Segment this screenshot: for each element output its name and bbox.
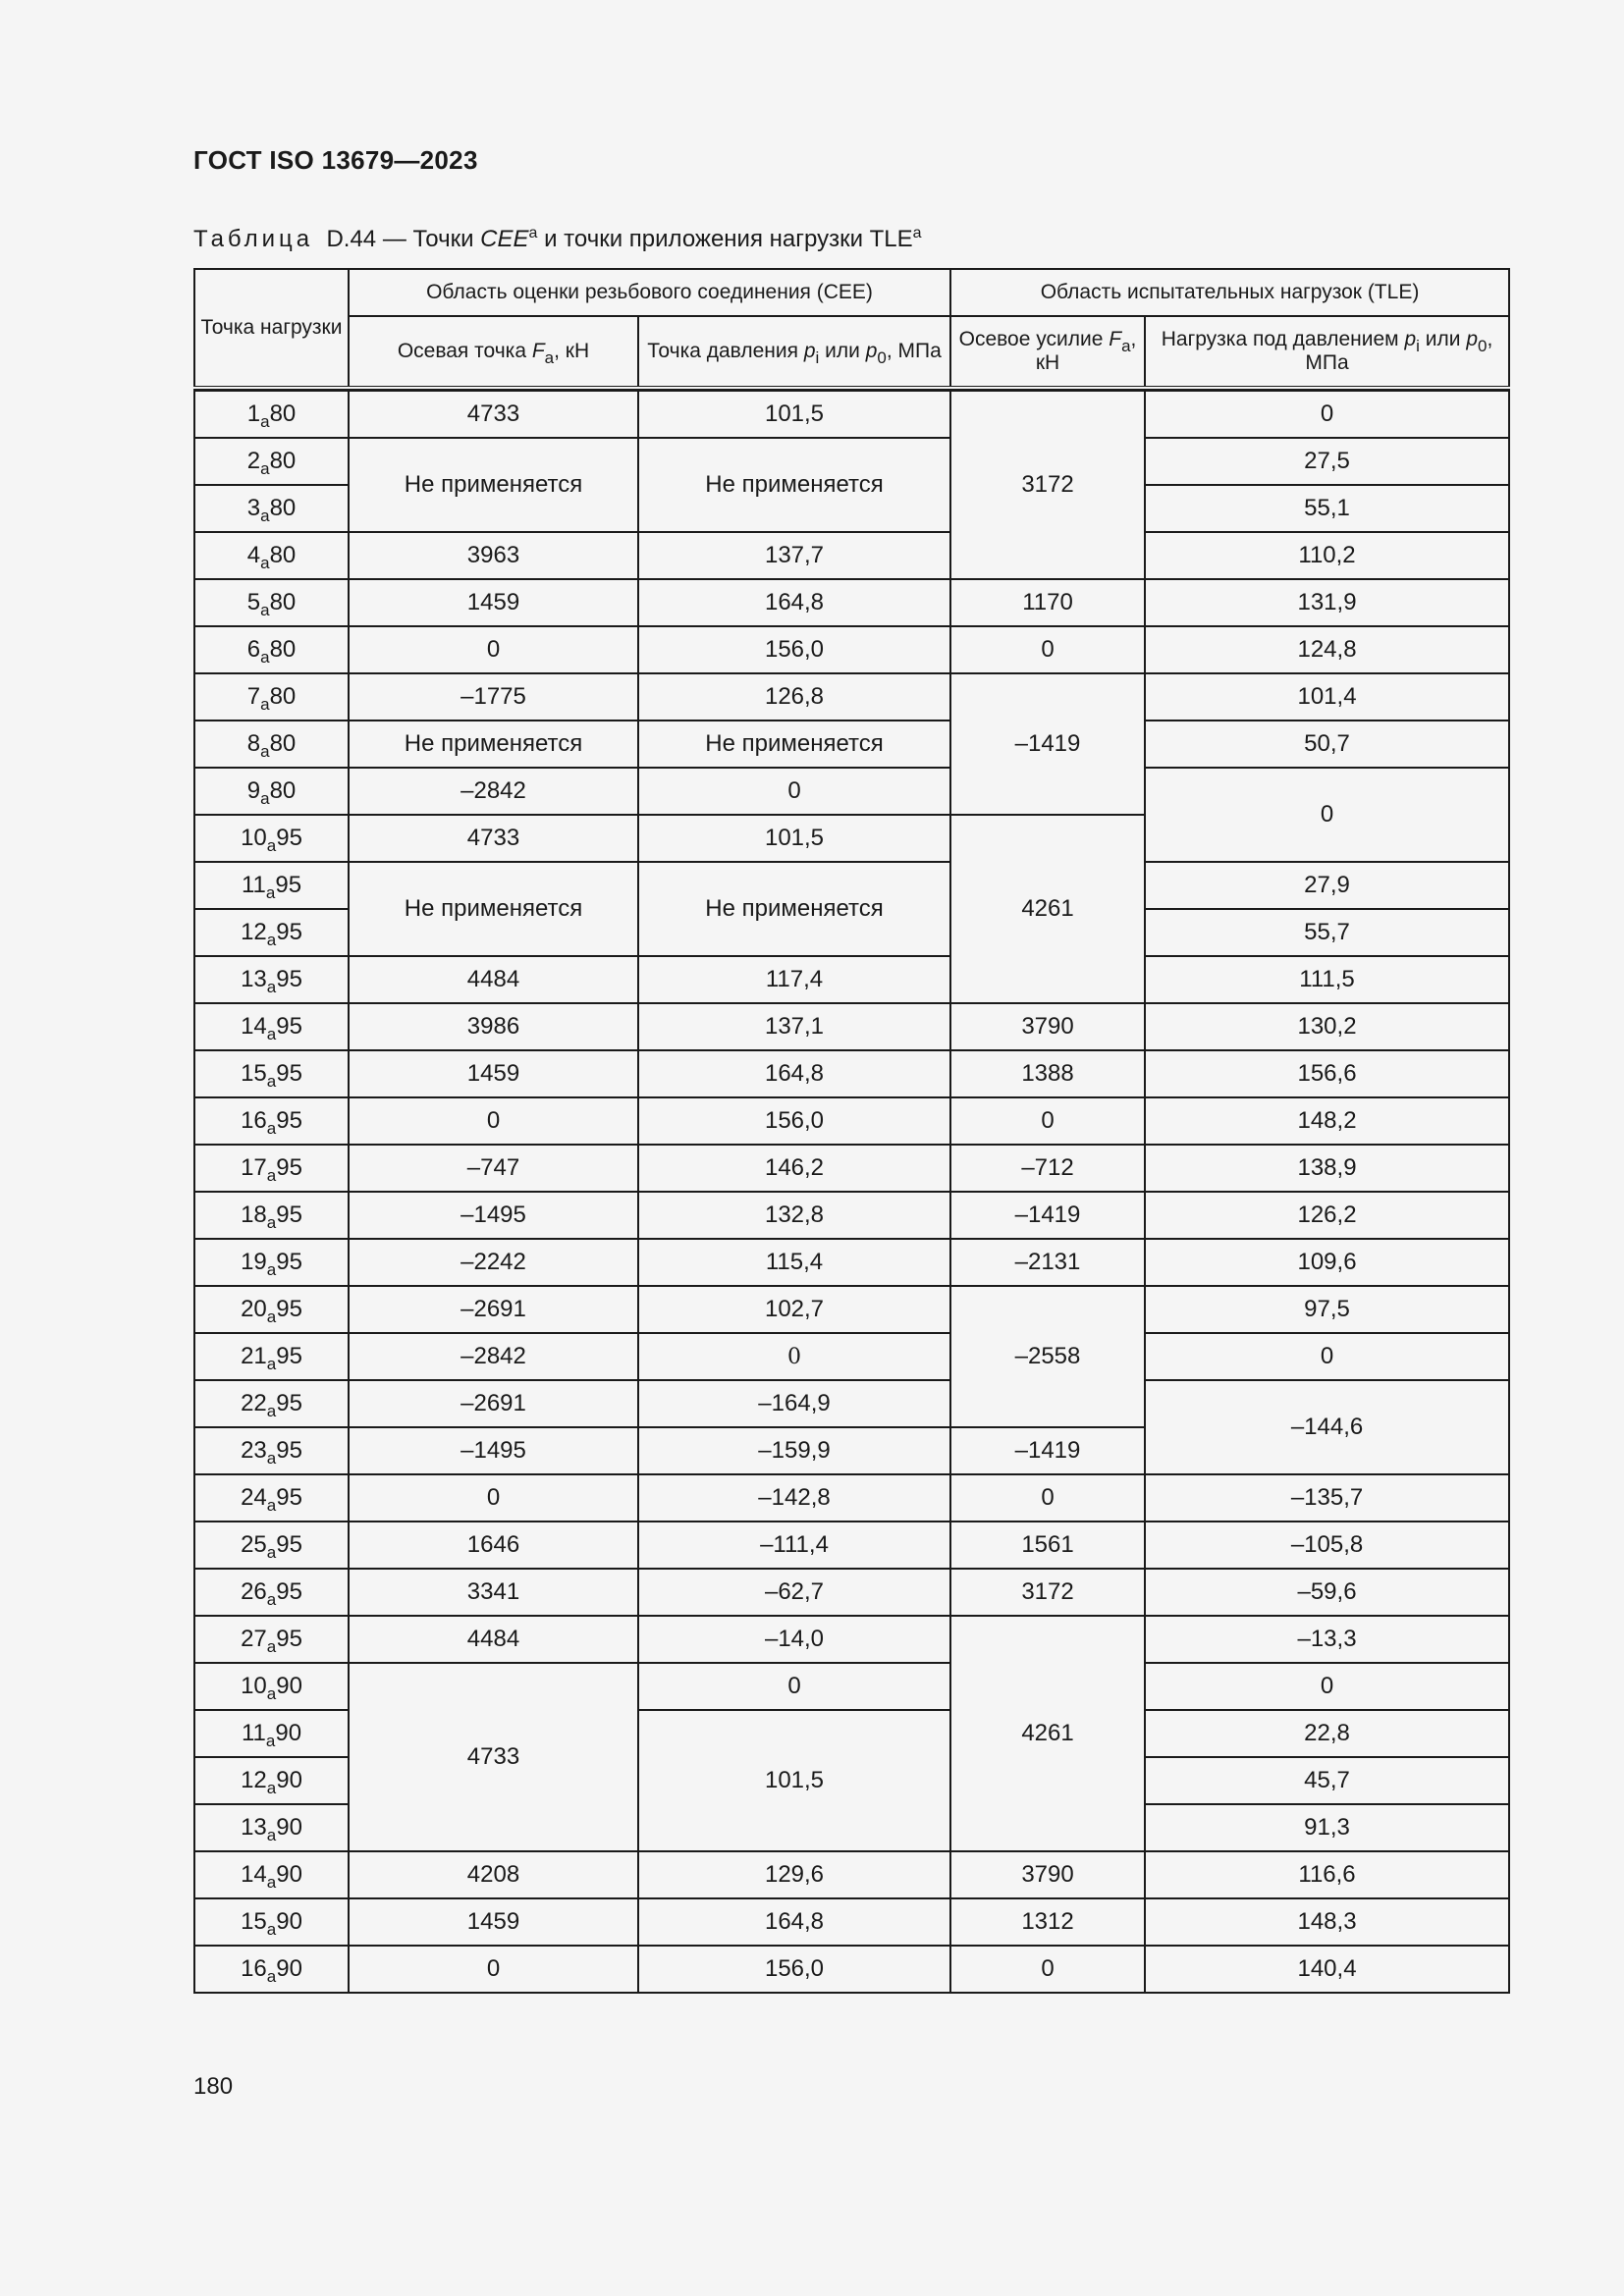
load-point-cell: $12_a95$ (194, 909, 349, 956)
tle-load-cell: 50,7 (1145, 721, 1509, 768)
load-point-cell: $16_a95$ (194, 1097, 349, 1145)
header-cee-pressure: Точка давления $p_i$ или $p_0$, МПа (638, 316, 950, 388)
cee-axial-cell: 4733 (349, 1663, 638, 1851)
cee-axial-cell: 1459 (349, 579, 638, 626)
tle-axial-cell: –1419 (950, 1192, 1145, 1239)
header-cee-group: Область оценки резьбового соединения (CEE) (349, 269, 950, 316)
table-row (194, 1946, 1509, 1993)
tle-axial-cell: 3790 (950, 1003, 1145, 1050)
header-cee-axial: Осевая точка $F_a$, кН (349, 316, 638, 388)
table-row (194, 1192, 1509, 1239)
tle-load-cell: 97,5 (1145, 1286, 1509, 1333)
table-row (194, 1663, 1509, 1710)
tle-load-cell: 55,7 (1145, 909, 1509, 956)
load-point-cell: $26_a95$ (194, 1569, 349, 1616)
table-row (194, 532, 1509, 579)
tle-load-cell: 0 (1145, 1333, 1509, 1380)
tle-load-cell: 140,4 (1145, 1946, 1509, 1993)
load-point-cell: $12_a90$ (194, 1757, 349, 1804)
load-point-cell: $23_a95$ (194, 1427, 349, 1474)
load-point-cell: $10_a95$ (194, 815, 349, 862)
cee-pressure-cell: –14,0 (638, 1616, 950, 1663)
cee-pressure-cell: –164,9 (638, 1380, 950, 1427)
tle-load-cell: 0 (1145, 768, 1509, 862)
cee-axial-cell: Не применяется (349, 721, 638, 768)
cee-pressure-cell: 132,8 (638, 1192, 950, 1239)
cee-pressure-cell: –159,9 (638, 1427, 950, 1474)
load-point-cell: $7_a80$ (194, 673, 349, 721)
cee-pressure-cell: 156,0 (638, 1097, 950, 1145)
page-number: 180 (193, 2073, 234, 2100)
load-points-table (193, 268, 1510, 1994)
load-point-cell: $17_a95$ (194, 1145, 349, 1192)
cee-axial-cell: –2242 (349, 1239, 638, 1286)
table-row (194, 1003, 1509, 1050)
cee-pressure-cell: –111,4 (638, 1522, 950, 1569)
cee-axial-cell: 3963 (349, 532, 638, 579)
load-point-cell: $1_a80$ (194, 391, 349, 438)
tle-load-cell: 55,1 (1145, 485, 1509, 532)
load-point-cell: $13_a95$ (194, 956, 349, 1003)
header-tle-axial: Осевое усилие $F_a$, кН (950, 316, 1145, 388)
tle-load-cell: 27,5 (1145, 438, 1509, 485)
cee-pressure-cell: 117,4 (638, 956, 950, 1003)
load-point-cell: $9_a80$ (194, 768, 349, 815)
load-point-cell: $8_a80$ (194, 721, 349, 768)
cee-pressure-cell: –62,7 (638, 1569, 950, 1616)
cee-pressure-cell: Не применяется (638, 862, 950, 956)
tle-axial-cell: –1419 (950, 673, 1145, 815)
cee-pressure-cell: 164,8 (638, 579, 950, 626)
cee-axial-cell: –1775 (349, 673, 638, 721)
tle-load-cell: 131,9 (1145, 579, 1509, 626)
table-row (194, 1050, 1509, 1097)
load-point-cell: $11_a90$ (194, 1710, 349, 1757)
table-row (194, 626, 1509, 673)
cee-axial-cell: –1495 (349, 1427, 638, 1474)
table-row (194, 1097, 1509, 1145)
tle-load-cell: 148,2 (1145, 1097, 1509, 1145)
cee-pressure-cell: 164,8 (638, 1050, 950, 1097)
load-point-cell: $22_a95$ (194, 1380, 349, 1427)
cee-pressure-cell: 115,4 (638, 1239, 950, 1286)
load-point-cell: $16_a90$ (194, 1946, 349, 1993)
cee-pressure-cell: 101,5 (638, 391, 950, 438)
cee-axial-cell: 0 (349, 1474, 638, 1522)
cee-axial-cell: 0 (349, 1097, 638, 1145)
cee-pressure-cell: 129,6 (638, 1851, 950, 1898)
table-row (194, 391, 1509, 438)
header-tle-group: Область испытательных нагрузок (TLE) (950, 269, 1509, 316)
caption-footnote-mark-2: a (912, 225, 922, 241)
load-point-cell: $15_a95$ (194, 1050, 349, 1097)
caption-number: D.44 — Точки (326, 226, 481, 252)
document-header: ГОСТ ISO 13679—2023 (193, 145, 478, 175)
tle-axial-cell: 3172 (950, 391, 1145, 579)
tle-load-cell: 110,2 (1145, 532, 1509, 579)
tle-load-cell: 124,8 (1145, 626, 1509, 673)
load-point-cell: $11_a95$ (194, 862, 349, 909)
cee-axial-cell: 0 (349, 1946, 638, 1993)
cee-pressure-cell: 0 (638, 1333, 950, 1380)
tle-load-cell: 109,6 (1145, 1239, 1509, 1286)
load-point-cell: $15_a90$ (194, 1898, 349, 1946)
header-load-point: Точка нагрузки (194, 269, 349, 388)
cee-axial-cell: –2691 (349, 1286, 638, 1333)
cee-pressure-cell: 137,1 (638, 1003, 950, 1050)
cee-axial-cell: 4733 (349, 815, 638, 862)
table-caption (193, 226, 922, 253)
cee-pressure-cell: 126,8 (638, 673, 950, 721)
table-row (194, 1898, 1509, 1946)
load-point-cell: $27_a95$ (194, 1616, 349, 1663)
load-point-cell: $5_a80$ (194, 579, 349, 626)
table-row (194, 1522, 1509, 1569)
tle-load-cell: –59,6 (1145, 1569, 1509, 1616)
load-point-cell: $14_a90$ (194, 1851, 349, 1898)
tle-load-cell: 101,4 (1145, 673, 1509, 721)
cee-pressure-cell: 101,5 (638, 815, 950, 862)
tle-load-cell: –13,3 (1145, 1616, 1509, 1663)
cee-pressure-cell: Не применяется (638, 721, 950, 768)
table-row (194, 1239, 1509, 1286)
tle-load-cell: 45,7 (1145, 1757, 1509, 1804)
tle-load-cell: 130,2 (1145, 1003, 1509, 1050)
load-point-cell: $2_a80$ (194, 438, 349, 485)
tle-load-cell: 138,9 (1145, 1145, 1509, 1192)
load-point-cell: $20_a95$ (194, 1286, 349, 1333)
cee-pressure-cell: 156,0 (638, 1946, 950, 1993)
cee-pressure-cell: –142,8 (638, 1474, 950, 1522)
caption-mid: и точки приложения нагрузки TLE (537, 226, 913, 252)
load-point-cell: $10_a90$ (194, 1663, 349, 1710)
cee-axial-cell: –2691 (349, 1380, 638, 1427)
tle-load-cell: –105,8 (1145, 1522, 1509, 1569)
table-row (194, 1474, 1509, 1522)
tle-load-cell: 91,3 (1145, 1804, 1509, 1851)
tle-axial-cell: 0 (950, 626, 1145, 673)
load-point-cell: $4_a80$ (194, 532, 349, 579)
cee-axial-cell: Не применяется (349, 862, 638, 956)
cee-pressure-cell: 102,7 (638, 1286, 950, 1333)
cee-axial-cell: 4484 (349, 956, 638, 1003)
table-row (194, 1333, 1509, 1380)
cee-pressure-cell: 164,8 (638, 1898, 950, 1946)
tle-axial-cell: 1561 (950, 1522, 1145, 1569)
tle-axial-cell: 4261 (950, 815, 1145, 1003)
tle-axial-cell: –712 (950, 1145, 1145, 1192)
caption-footnote-mark: a (528, 225, 538, 241)
table-row (194, 1616, 1509, 1663)
tle-load-cell: –144,6 (1145, 1380, 1509, 1474)
load-point-cell: $3_a80$ (194, 485, 349, 532)
tle-axial-cell: 0 (950, 1474, 1145, 1522)
cee-axial-cell: –2842 (349, 1333, 638, 1380)
cee-axial-cell: Не применяется (349, 438, 638, 532)
load-point-cell: $21_a95$ (194, 1333, 349, 1380)
tle-axial-cell: 4261 (950, 1616, 1145, 1851)
table-row (194, 956, 1509, 1003)
tle-load-cell: 0 (1145, 1663, 1509, 1710)
cee-axial-cell: –747 (349, 1145, 638, 1192)
cee-axial-cell: 1646 (349, 1522, 638, 1569)
cee-pressure-cell: 101,5 (638, 1710, 950, 1851)
tle-axial-cell: –2558 (950, 1286, 1145, 1427)
tle-axial-cell: 0 (950, 1097, 1145, 1145)
table-row (194, 768, 1509, 815)
cee-axial-cell: 4484 (349, 1616, 638, 1663)
header-tle-load: Нагрузка под давлением $p_i$ или $p_0$, МПа (1145, 316, 1509, 388)
tle-axial-cell: –2131 (950, 1239, 1145, 1286)
tle-load-cell: 27,9 (1145, 862, 1509, 909)
tle-load-cell: 156,6 (1145, 1050, 1509, 1097)
load-point-cell: $18_a95$ (194, 1192, 349, 1239)
load-point-cell: $25_a95$ (194, 1522, 349, 1569)
table-row (194, 1380, 1509, 1427)
cee-axial-cell: 1459 (349, 1898, 638, 1946)
table-row (194, 862, 1509, 909)
caption-cee: CEE (480, 226, 529, 252)
tle-load-cell: 22,8 (1145, 1710, 1509, 1757)
load-point-cell: $24_a95$ (194, 1474, 349, 1522)
tle-axial-cell: 1388 (950, 1050, 1145, 1097)
tle-load-cell: 116,6 (1145, 1851, 1509, 1898)
load-point-cell: $13_a90$ (194, 1804, 349, 1851)
table-row (194, 1286, 1509, 1333)
table-row (194, 579, 1509, 626)
table-row (194, 1145, 1509, 1192)
tle-axial-cell: 3790 (950, 1851, 1145, 1898)
load-point-cell: $19_a95$ (194, 1239, 349, 1286)
tle-axial-cell: 0 (950, 1946, 1145, 1993)
cee-axial-cell: –1495 (349, 1192, 638, 1239)
cee-pressure-cell: 137,7 (638, 532, 950, 579)
cee-pressure-cell: 156,0 (638, 626, 950, 673)
cee-axial-cell: 3986 (349, 1003, 638, 1050)
table-row (194, 1569, 1509, 1616)
load-point-cell: $14_a95$ (194, 1003, 349, 1050)
tle-axial-cell: –1419 (950, 1427, 1145, 1474)
cee-pressure-cell: 146,2 (638, 1145, 950, 1192)
table-row (194, 721, 1509, 768)
load-point-cell: $6_a80$ (194, 626, 349, 673)
tle-load-cell: 148,3 (1145, 1898, 1509, 1946)
cee-pressure-cell: Не применяется (638, 438, 950, 532)
tle-load-cell: –135,7 (1145, 1474, 1509, 1522)
cee-axial-cell: 0 (349, 626, 638, 673)
cee-pressure-cell: 0 (638, 1663, 950, 1710)
tle-load-cell: 111,5 (1145, 956, 1509, 1003)
tle-axial-cell: 1170 (950, 579, 1145, 626)
cee-axial-cell: 1459 (349, 1050, 638, 1097)
cee-axial-cell: 4208 (349, 1851, 638, 1898)
cee-axial-cell: –2842 (349, 768, 638, 815)
table-row (194, 673, 1509, 721)
tle-load-cell: 126,2 (1145, 1192, 1509, 1239)
table-row (194, 1851, 1509, 1898)
tle-load-cell: 0 (1145, 391, 1509, 438)
table-row (194, 438, 1509, 485)
cee-axial-cell: 4733 (349, 391, 638, 438)
cee-axial-cell: 3341 (349, 1569, 638, 1616)
tle-axial-cell: 1312 (950, 1898, 1145, 1946)
caption-label: Таблица (193, 226, 314, 252)
tle-axial-cell: 3172 (950, 1569, 1145, 1616)
cee-pressure-cell: 0 (638, 768, 950, 815)
